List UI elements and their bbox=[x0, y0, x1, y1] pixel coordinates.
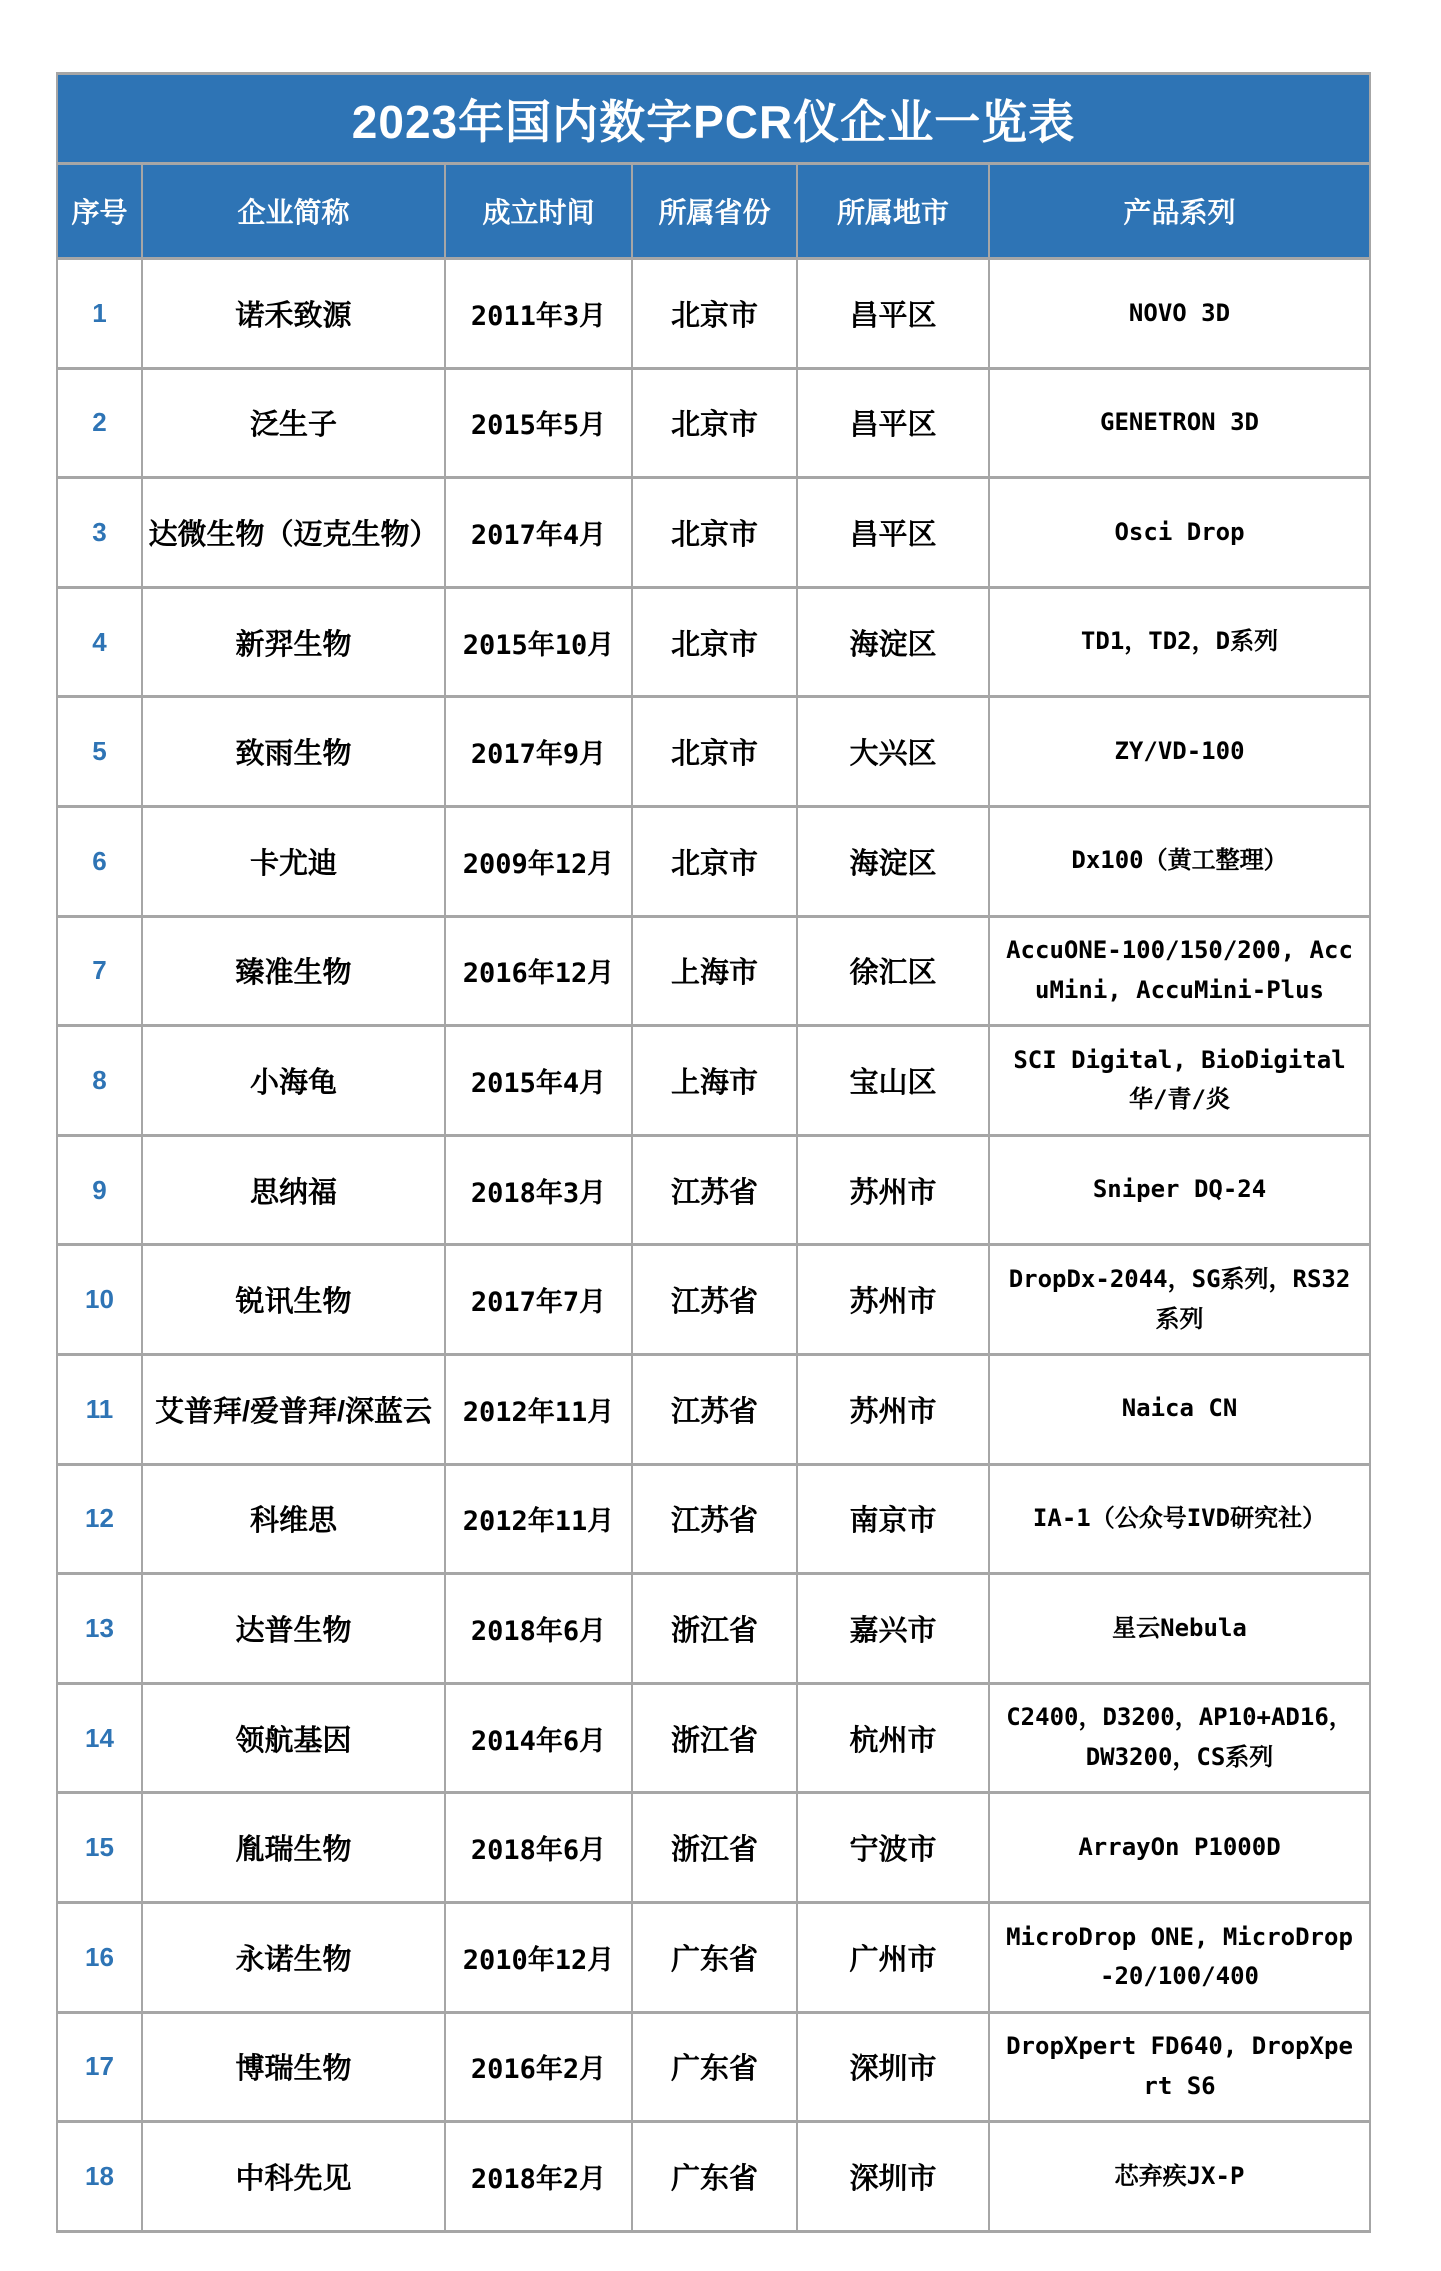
company-cell: 新羿生物 bbox=[142, 587, 445, 697]
province-cell: 上海市 bbox=[632, 916, 797, 1026]
products-cell: ArrayOn P1000D bbox=[989, 1793, 1370, 1903]
city-cell: 深圳市 bbox=[797, 2122, 989, 2232]
city-cell: 海淀区 bbox=[797, 587, 989, 697]
products-cell: 星云Nebula bbox=[989, 1574, 1370, 1684]
table-row bbox=[57, 1245, 1370, 1355]
table-row bbox=[57, 2012, 1370, 2122]
column-header-row bbox=[57, 164, 1370, 259]
province-cell: 浙江省 bbox=[632, 1574, 797, 1684]
province-cell: 广东省 bbox=[632, 1902, 797, 2012]
row-number-cell: 9 bbox=[57, 1135, 142, 1245]
products-cell: IA-1（公众号IVD研究社） bbox=[989, 1464, 1370, 1574]
province-cell: 北京市 bbox=[632, 259, 797, 369]
province-cell: 浙江省 bbox=[632, 1683, 797, 1793]
table-row bbox=[57, 259, 1370, 369]
products-cell: C2400，D3200，AP10+AD16，DW3200，CS系列 bbox=[989, 1683, 1370, 1793]
row-number-cell: 18 bbox=[57, 2122, 142, 2232]
city-cell: 昌平区 bbox=[797, 368, 989, 478]
row-number-cell: 13 bbox=[57, 1574, 142, 1684]
pcr-companies-table bbox=[56, 72, 1371, 2233]
province-cell: 北京市 bbox=[632, 368, 797, 478]
table-row bbox=[57, 1793, 1370, 1903]
products-cell: TD1，TD2，D系列 bbox=[989, 587, 1370, 697]
table-row bbox=[57, 2122, 1370, 2232]
products-cell: Osci Drop bbox=[989, 478, 1370, 588]
city-cell: 深圳市 bbox=[797, 2012, 989, 2122]
table-row bbox=[57, 1683, 1370, 1793]
row-number-cell: 1 bbox=[57, 259, 142, 369]
company-cell: 永诺生物 bbox=[142, 1902, 445, 2012]
row-number-cell: 10 bbox=[57, 1245, 142, 1355]
company-cell: 卡尤迪 bbox=[142, 806, 445, 916]
table-row bbox=[57, 1574, 1370, 1684]
column-header-no: 序号 bbox=[57, 164, 142, 259]
province-cell: 北京市 bbox=[632, 478, 797, 588]
company-cell: 达微生物（迈克生物） bbox=[142, 478, 445, 588]
founded-cell: 2014年6月 bbox=[445, 1683, 632, 1793]
province-cell: 北京市 bbox=[632, 806, 797, 916]
founded-cell: 2017年4月 bbox=[445, 478, 632, 588]
row-number-cell: 2 bbox=[57, 368, 142, 478]
table-row bbox=[57, 478, 1370, 588]
table-row bbox=[57, 806, 1370, 916]
province-cell: 广东省 bbox=[632, 2012, 797, 2122]
row-number-cell: 4 bbox=[57, 587, 142, 697]
company-cell: 中科先见 bbox=[142, 2122, 445, 2232]
province-cell: 江苏省 bbox=[632, 1354, 797, 1464]
products-cell: Sniper DQ-24 bbox=[989, 1135, 1370, 1245]
products-cell: GENETRON 3D bbox=[989, 368, 1370, 478]
founded-cell: 2017年9月 bbox=[445, 697, 632, 807]
title-row bbox=[57, 74, 1370, 164]
products-cell: MicroDrop ONE, MicroDrop-20/100/400 bbox=[989, 1902, 1370, 2012]
row-number-cell: 8 bbox=[57, 1026, 142, 1136]
products-cell: ZY/VD-100 bbox=[989, 697, 1370, 807]
founded-cell: 2018年6月 bbox=[445, 1574, 632, 1684]
province-cell: 江苏省 bbox=[632, 1245, 797, 1355]
products-cell: Dx100（黄工整理） bbox=[989, 806, 1370, 916]
company-cell: 诺禾致源 bbox=[142, 259, 445, 369]
city-cell: 南京市 bbox=[797, 1464, 989, 1574]
founded-cell: 2018年3月 bbox=[445, 1135, 632, 1245]
company-cell: 臻准生物 bbox=[142, 916, 445, 1026]
table-body bbox=[57, 259, 1370, 2232]
company-cell: 锐讯生物 bbox=[142, 1245, 445, 1355]
table-row bbox=[57, 697, 1370, 807]
founded-cell: 2015年10月 bbox=[445, 587, 632, 697]
founded-cell: 2012年11月 bbox=[445, 1464, 632, 1574]
column-header-province: 所属省份 bbox=[632, 164, 797, 259]
products-cell: Naica CN bbox=[989, 1354, 1370, 1464]
city-cell: 海淀区 bbox=[797, 806, 989, 916]
founded-cell: 2012年11月 bbox=[445, 1354, 632, 1464]
company-cell: 达普生物 bbox=[142, 1574, 445, 1684]
city-cell: 嘉兴市 bbox=[797, 1574, 989, 1684]
province-cell: 北京市 bbox=[632, 587, 797, 697]
table-row bbox=[57, 1026, 1370, 1136]
table-row bbox=[57, 1902, 1370, 2012]
founded-cell: 2017年7月 bbox=[445, 1245, 632, 1355]
row-number-cell: 12 bbox=[57, 1464, 142, 1574]
table-title: 2023年国内数字PCR仪企业一览表 bbox=[57, 74, 1370, 164]
products-cell: AccuONE-100/150/200, AccuMini, AccuMini-Plus bbox=[989, 916, 1370, 1026]
city-cell: 苏州市 bbox=[797, 1245, 989, 1355]
table-row bbox=[57, 1354, 1370, 1464]
row-number-cell: 6 bbox=[57, 806, 142, 916]
city-cell: 宝山区 bbox=[797, 1026, 989, 1136]
table-row bbox=[57, 1135, 1370, 1245]
products-cell: SCI Digital, BioDigital 华/青/炎 bbox=[989, 1026, 1370, 1136]
city-cell: 宁波市 bbox=[797, 1793, 989, 1903]
products-cell: 芯弃疾JX-P bbox=[989, 2122, 1370, 2232]
company-cell: 思纳福 bbox=[142, 1135, 445, 1245]
company-cell: 泛生子 bbox=[142, 368, 445, 478]
company-cell: 领航基因 bbox=[142, 1683, 445, 1793]
founded-cell: 2018年2月 bbox=[445, 2122, 632, 2232]
city-cell: 苏州市 bbox=[797, 1354, 989, 1464]
table-row bbox=[57, 368, 1370, 478]
city-cell: 大兴区 bbox=[797, 697, 989, 807]
row-number-cell: 14 bbox=[57, 1683, 142, 1793]
products-cell: DropDx-2044，SG系列，RS32系列 bbox=[989, 1245, 1370, 1355]
province-cell: 江苏省 bbox=[632, 1135, 797, 1245]
row-number-cell: 3 bbox=[57, 478, 142, 588]
province-cell: 江苏省 bbox=[632, 1464, 797, 1574]
city-cell: 杭州市 bbox=[797, 1683, 989, 1793]
company-cell: 博瑞生物 bbox=[142, 2012, 445, 2122]
column-header-city: 所属地市 bbox=[797, 164, 989, 259]
province-cell: 北京市 bbox=[632, 697, 797, 807]
column-header-company: 企业简称 bbox=[142, 164, 445, 259]
products-cell: DropXpert FD640, DropXpert S6 bbox=[989, 2012, 1370, 2122]
city-cell: 昌平区 bbox=[797, 259, 989, 369]
city-cell: 苏州市 bbox=[797, 1135, 989, 1245]
founded-cell: 2015年4月 bbox=[445, 1026, 632, 1136]
province-cell: 浙江省 bbox=[632, 1793, 797, 1903]
founded-cell: 2015年5月 bbox=[445, 368, 632, 478]
column-header-products: 产品系列 bbox=[989, 164, 1370, 259]
founded-cell: 2009年12月 bbox=[445, 806, 632, 916]
table-row bbox=[57, 587, 1370, 697]
row-number-cell: 11 bbox=[57, 1354, 142, 1464]
founded-cell: 2016年12月 bbox=[445, 916, 632, 1026]
company-cell: 致雨生物 bbox=[142, 697, 445, 807]
column-header-founded: 成立时间 bbox=[445, 164, 632, 259]
company-cell: 科维思 bbox=[142, 1464, 445, 1574]
city-cell: 广州市 bbox=[797, 1902, 989, 2012]
table-row bbox=[57, 916, 1370, 1026]
founded-cell: 2011年3月 bbox=[445, 259, 632, 369]
row-number-cell: 17 bbox=[57, 2012, 142, 2122]
city-cell: 徐汇区 bbox=[797, 916, 989, 1026]
province-cell: 广东省 bbox=[632, 2122, 797, 2232]
row-number-cell: 15 bbox=[57, 1793, 142, 1903]
row-number-cell: 7 bbox=[57, 916, 142, 1026]
row-number-cell: 16 bbox=[57, 1902, 142, 2012]
founded-cell: 2016年2月 bbox=[445, 2012, 632, 2122]
products-cell: NOVO 3D bbox=[989, 259, 1370, 369]
row-number-cell: 5 bbox=[57, 697, 142, 807]
founded-cell: 2018年6月 bbox=[445, 1793, 632, 1903]
company-cell: 胤瑞生物 bbox=[142, 1793, 445, 1903]
table-row bbox=[57, 1464, 1370, 1574]
city-cell: 昌平区 bbox=[797, 478, 989, 588]
company-cell: 小海龟 bbox=[142, 1026, 445, 1136]
company-cell: 艾普拜/爱普拜/深蓝云 bbox=[142, 1354, 445, 1464]
founded-cell: 2010年12月 bbox=[445, 1902, 632, 2012]
province-cell: 上海市 bbox=[632, 1026, 797, 1136]
